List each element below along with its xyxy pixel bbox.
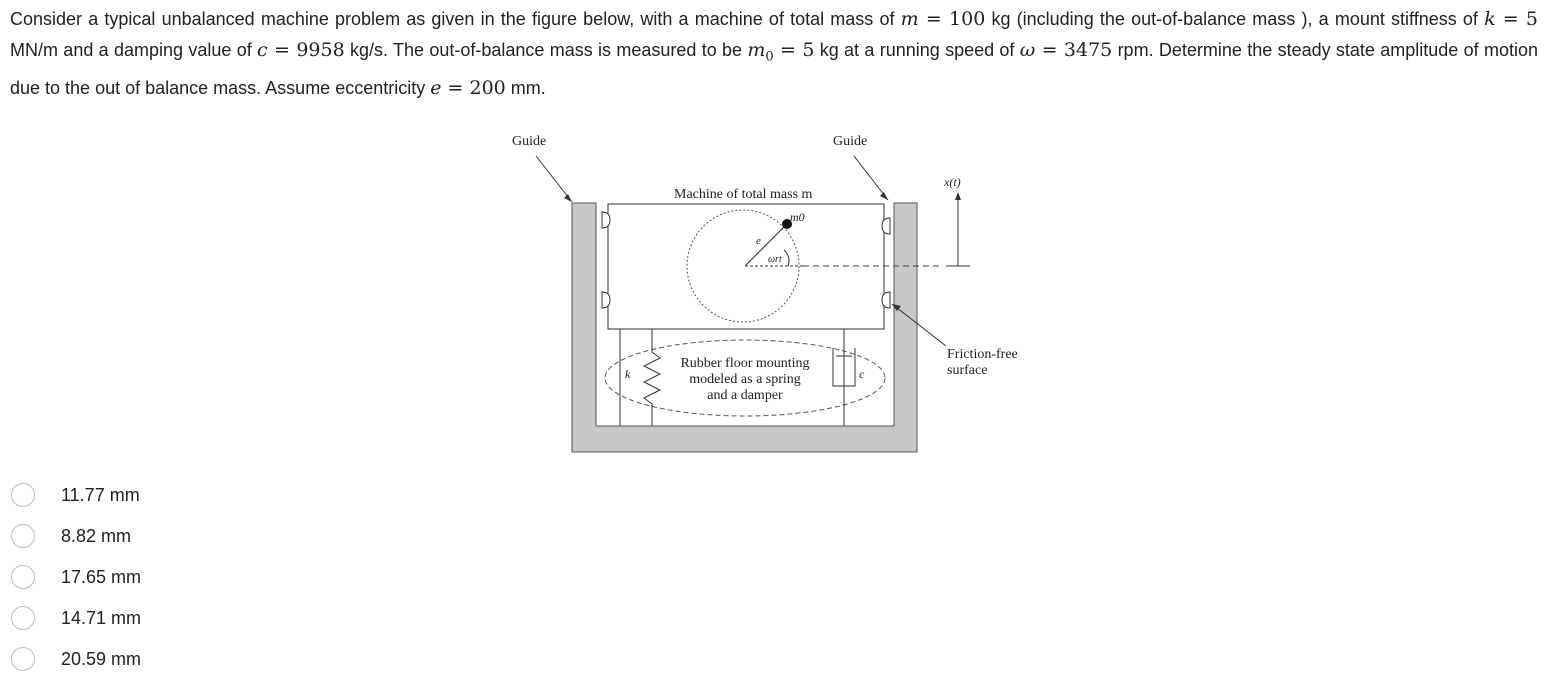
- option-label: 14.71 mm: [61, 607, 142, 628]
- mount-label-line1: Rubber floor mounting: [680, 356, 810, 371]
- m0-label: m0: [790, 210, 805, 224]
- radio-button[interactable]: [11, 483, 35, 507]
- spring: [644, 329, 660, 426]
- c-label: c: [859, 367, 865, 381]
- question-text: Consider a typical unbalanced machine problem as given in the figure below, with a machine of total mass of m = 100 kg (including the out-of-balance mass ), a mount stiffness of k = 5 MN/m and a damping value of c = 9958 kg/s. The out-of-balance mass is measured to be $m_0 = 5$ kg at a running speed of ω = 3475 rpm. Determine the steady state amplitude of motion due to the out of balance mass. Assume eccentricity e = 200 mm.: [10, 8, 1539, 99]
- e-label: e: [756, 235, 761, 247]
- option-1[interactable]: [11, 480, 311, 510]
- option-label: 8.82 mm: [61, 525, 132, 546]
- option-5[interactable]: [11, 644, 311, 674]
- mount-label-line3: and a damper: [707, 388, 783, 403]
- machine-label: Machine of total mass m: [674, 187, 813, 202]
- radio-button[interactable]: [11, 606, 35, 630]
- option-label: 20.59 mm: [61, 648, 142, 669]
- option-label: 17.65 mm: [61, 566, 142, 587]
- option-4[interactable]: [11, 603, 311, 633]
- radio-button[interactable]: [11, 565, 35, 589]
- guide-right-label: Guide: [833, 134, 868, 149]
- wt-label: ωrt: [768, 254, 782, 265]
- friction-label-line1: Friction-free: [947, 347, 1018, 362]
- k-label: k: [625, 367, 631, 381]
- x-label: x(t): [944, 175, 961, 189]
- option-label: 11.77 mm: [61, 484, 140, 505]
- unbalanced-machine-figure: [500, 124, 1060, 464]
- friction-label-line2: surface: [947, 363, 988, 378]
- radio-button[interactable]: [11, 524, 35, 548]
- guide-left-label: Guide: [512, 134, 547, 149]
- option-3[interactable]: [11, 562, 311, 592]
- mount-label-line2: modeled as a spring: [689, 372, 801, 387]
- option-2[interactable]: [11, 521, 311, 551]
- radio-button[interactable]: [11, 647, 35, 671]
